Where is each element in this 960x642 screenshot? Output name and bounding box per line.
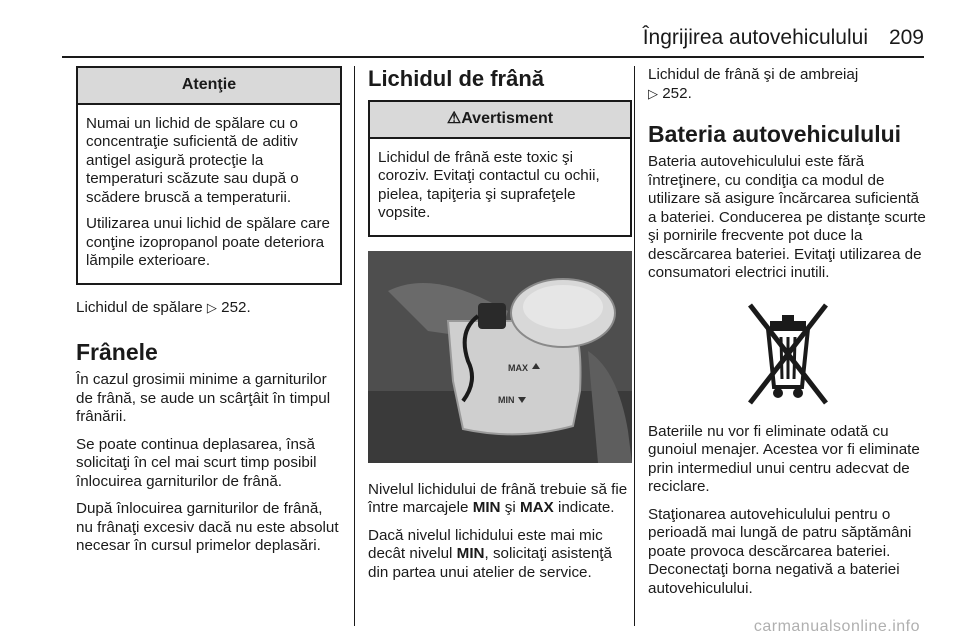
brakes-text-1: În cazul grosimii minime a garniturilor de frână, se aude un scârţâit în timpul frânării. xyxy=(76,371,331,425)
brakes-text-2: Se poate continua deplasarea, însă solicitaţi în cel mai scurt timp posibil înlocuirea garniturilor de frână. xyxy=(76,435,317,490)
washer-ref-page[interactable]: 252. xyxy=(221,298,251,316)
brake-fluid-heading: Lichidul de frână xyxy=(368,66,545,91)
battery-text-2: Bateriile nu vor fi eliminate odată cu gunoiul menajer. Acestea vor fi eliminate prin intermediul unui centru adecvat de reciclare. xyxy=(648,422,920,495)
min-mark-label: MIN xyxy=(498,394,515,405)
column-middle xyxy=(368,66,632,591)
washer-fluid-reference: Lichidul de spălare ▷ 252. xyxy=(76,298,251,316)
brake-clutch-fluid-reference: Lichidul de frână şi de ambreiaj ▷ 252. xyxy=(648,66,859,102)
fluid-level-text-1: Nivelul lichidului de frână trebuie să fie între marcajele MIN şi MAX indicate. xyxy=(368,480,628,516)
caution-text-2: Utilizarea unui lichid de spălare care conţine izopropanol poate deteriora lămpile exterioare. xyxy=(86,215,330,269)
page-number: 209 xyxy=(888,26,924,49)
caution-title: Atenţie xyxy=(78,68,340,105)
battery-heading: Bateria autovehiculului xyxy=(648,121,902,147)
caution-text-1: Numai un lichid de spălare cu o concentraţie suficientă de aditiv antigel asigură protecţie la temperaturi scăzute sau după o scădere bruscă a temperaturii. xyxy=(86,114,299,206)
fluid-level-text-2: Dacă nivelul lichidului este mai mic decât nivelul MIN, solicitaţi asistenţă din partea unui atelier de service. xyxy=(368,526,612,581)
page-header xyxy=(0,26,960,56)
brakes-heading: Frânele xyxy=(76,339,158,365)
battery-text-1: Bateria autovehiculului este fără întreţinere, cu condiţia ca modul de utilizare să asigure încărcarea suficientă a bateriei. Conducerea pe distanţe scurte şi pornirile frecvente pot duce la descărcarea bateriei. Evitaţi utilizarea de consumatori electrici inutili. xyxy=(648,153,926,281)
header-rule xyxy=(62,56,924,58)
column-left xyxy=(76,66,342,565)
header-title: Îngrijirea autovehiculului xyxy=(642,26,868,49)
caution-box xyxy=(76,66,342,285)
warning-text: Lichidul de frână este toxic şi coroziv. Evitaţi contactul cu ochii, pielea, tapiţeria şi suprafeţele vopsite. xyxy=(378,148,600,221)
reservoir-illustration xyxy=(368,251,632,463)
crossed-out-bin-icon xyxy=(738,297,838,407)
max-mark-label: MAX xyxy=(508,362,528,373)
column-right xyxy=(648,66,928,607)
brakes-text-3: După înlocuirea garniturilor de frână, nu frânaţi excesiv dacă nu este absolut necesar în cursul primelor deplasări. xyxy=(76,500,339,554)
warning-box xyxy=(368,100,632,237)
column-divider-1 xyxy=(354,66,355,626)
cross-reference-icon: ▷ xyxy=(648,85,658,101)
warning-title: Avertisment xyxy=(461,110,554,127)
brake-clutch-ref-page[interactable]: 252. xyxy=(662,84,692,102)
warning-triangle-icon: ⚠ xyxy=(446,110,462,127)
brake-fluid-reservoir-photo xyxy=(368,251,632,463)
column-divider-2 xyxy=(634,66,635,626)
warning-title-bar xyxy=(370,102,630,139)
watermark: carmanualsonline.info xyxy=(753,618,920,635)
cross-reference-icon: ▷ xyxy=(206,299,217,315)
battery-text-3: Staţionarea autovehiculului pentru o perioadă mai lungă de patru săptămâni poate provoca descărcarea bateriei. Deconectaţi borna negativă a bateriei autovehiculului. xyxy=(648,505,912,597)
